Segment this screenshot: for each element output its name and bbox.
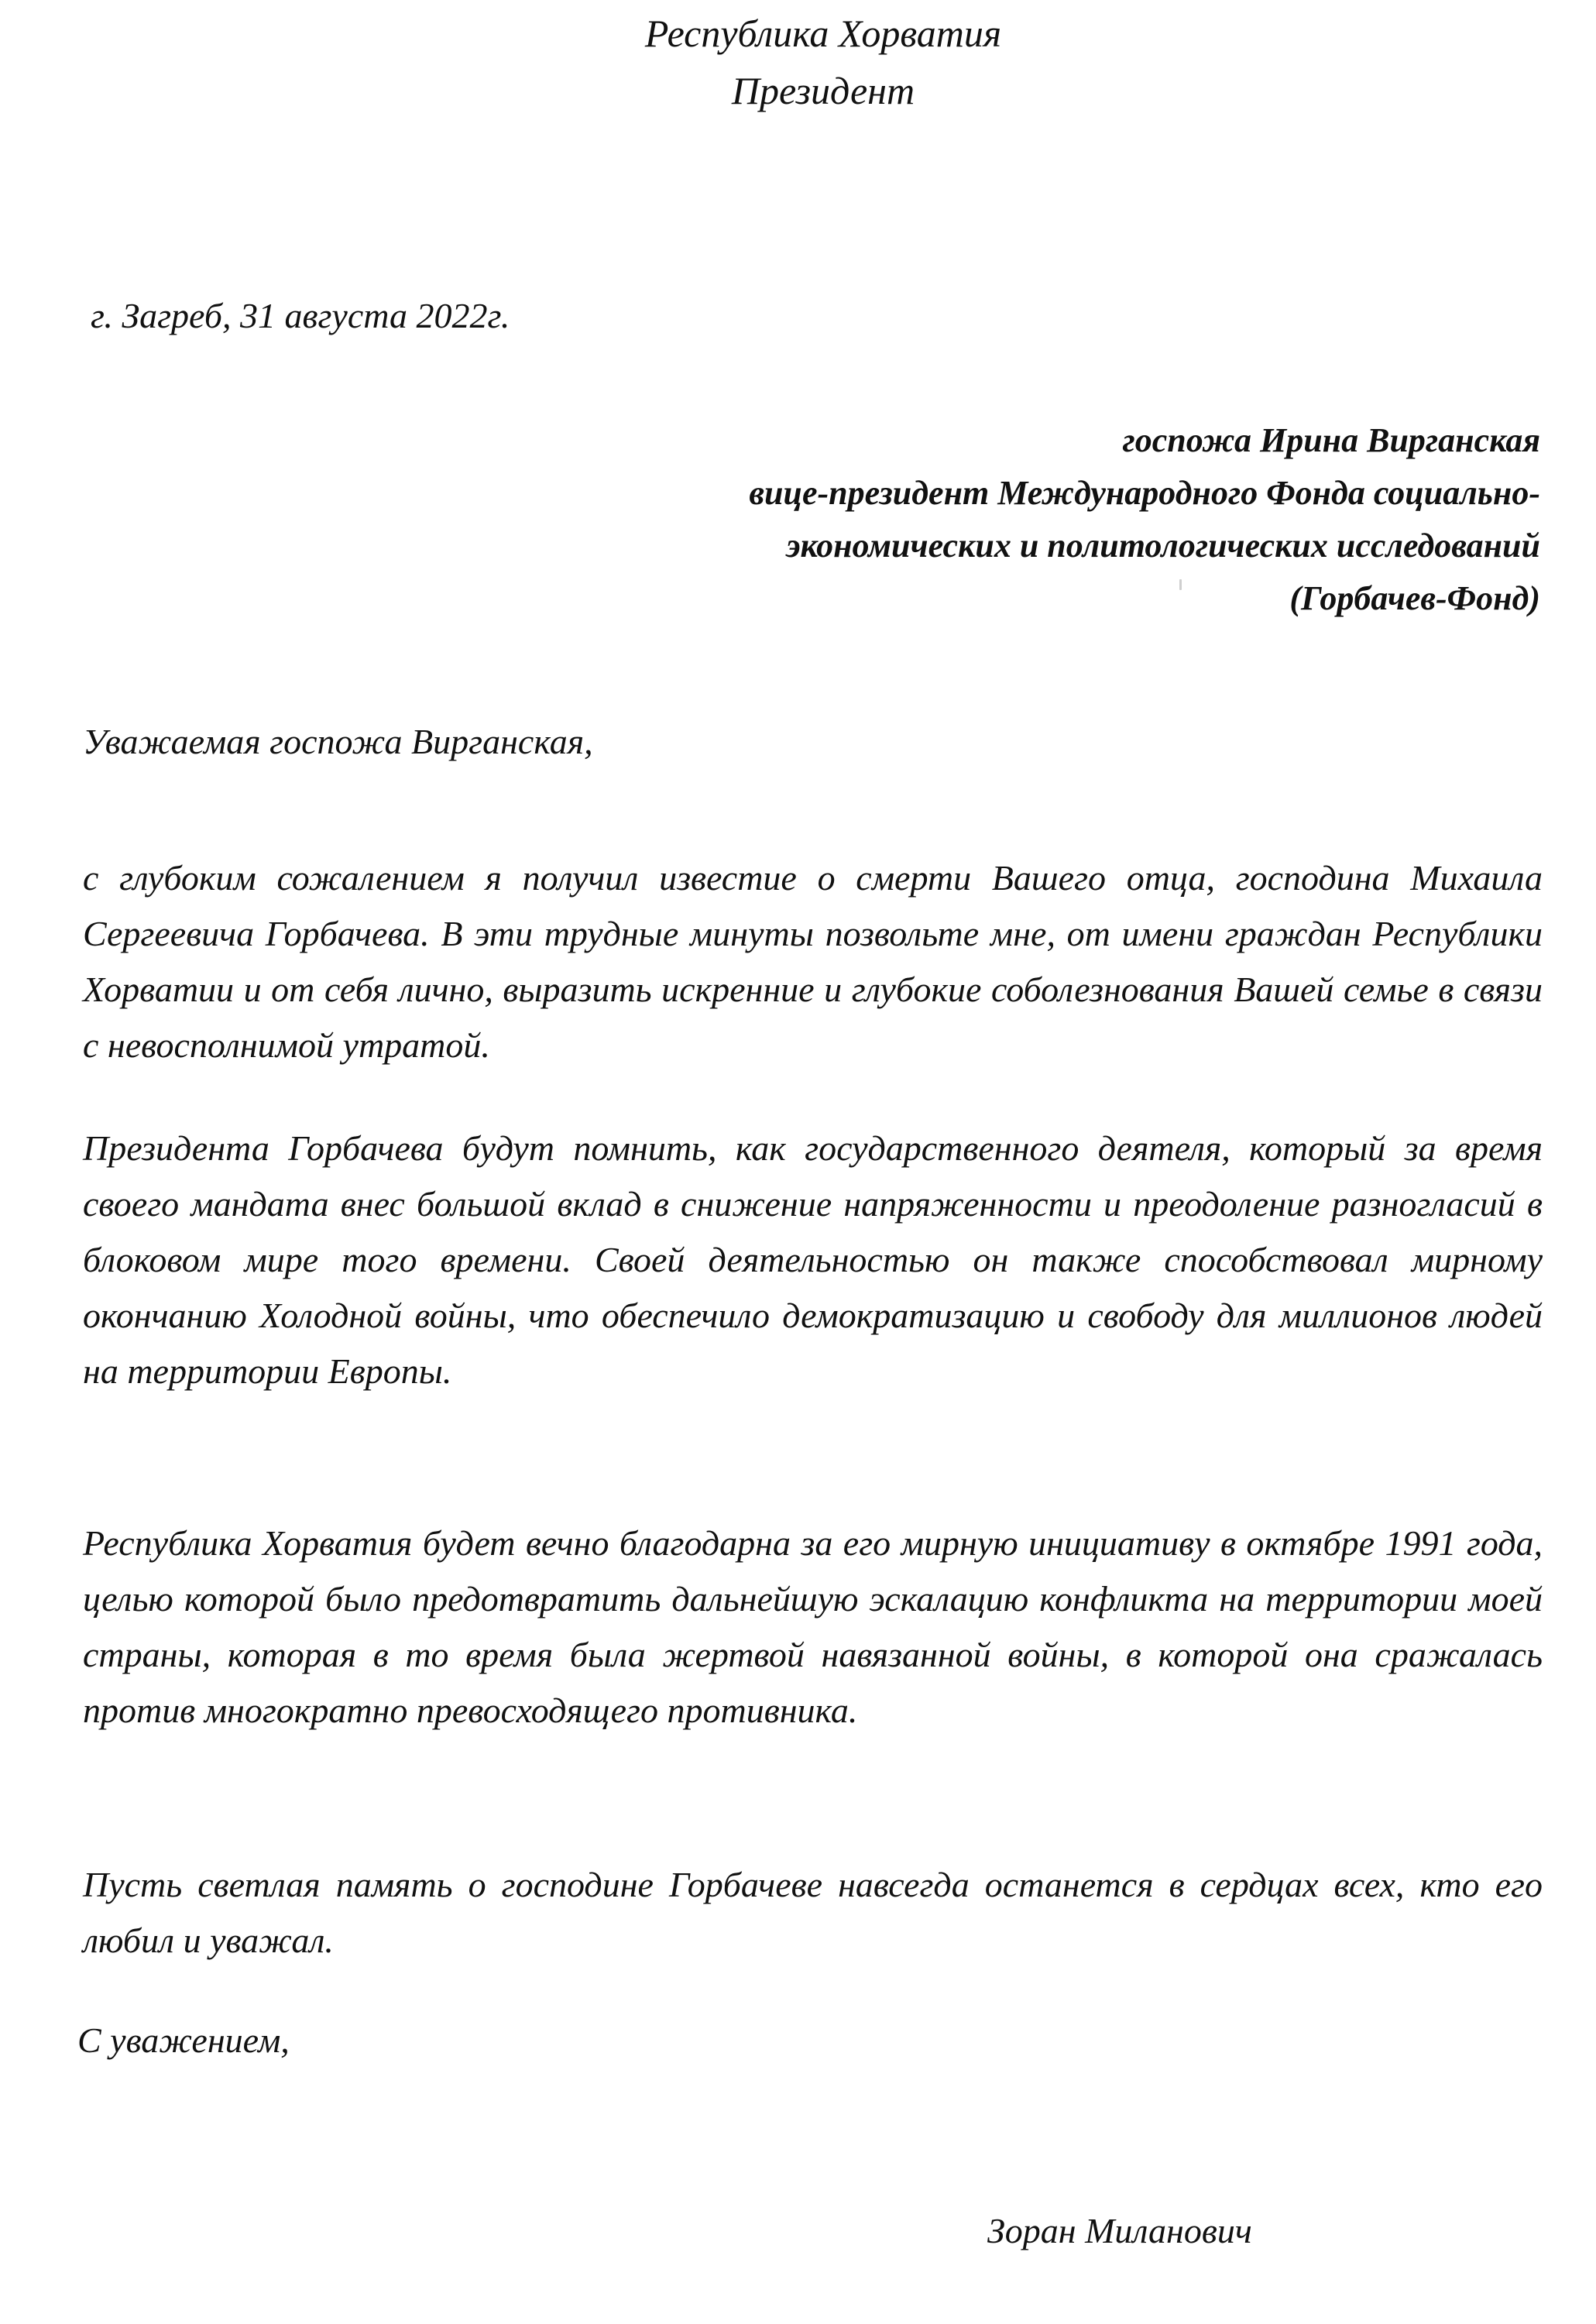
salutation: Уважаемая госпожа Вирганская, xyxy=(83,722,593,761)
body-paragraph: Пусть светлая память о господине Горбачеве навсегда останется в сердцах всех, кто его любил и уважал. xyxy=(83,1865,1543,1960)
body-paragraph: Республика Хорватия будет вечно благодарна за его мирную инициативу в октябре 1991 года, целью которой было предотвратить дальнейшую эскалацию конфликта на территории моей страны, которая в то время была жертвой навязанной войны, в которой она сражалась против многократно превосходящего противника. xyxy=(83,1523,1543,1730)
letterhead-office: Президент xyxy=(731,69,915,112)
scan-speck xyxy=(1179,579,1182,590)
addressee-block xyxy=(379,414,1540,625)
letterhead-country: Республика Хорватия xyxy=(644,12,1002,55)
addressee-title-line-1: вице-президент Международного Фонда социально- xyxy=(749,474,1540,512)
signatory-name: Зоран Миланович xyxy=(987,2211,1252,2250)
place-date: г. Загреб, 31 августа 2022г. xyxy=(91,296,510,335)
body-paragraph: с глубоким сожалением я получил известие о смерти Вашего отца, господина Михаила Сергеевича Горбачева. В эти трудные минуты позвольте мне, от имени граждан Республики Хорватии и от себя лично, выразить искренние и глубокие соболезнования Вашей семье в связи с невосполнимой утратой. xyxy=(83,858,1543,1065)
closing: С уважением, xyxy=(77,2020,290,2060)
addressee-name: госпожа Ирина Вирганская xyxy=(1122,421,1540,459)
addressee-organization: (Горбачев-Фонд) xyxy=(1289,579,1540,617)
addressee-title-line-2: экономических и политологических исследований xyxy=(786,527,1540,565)
body-paragraph: Президента Горбачева будут помнить, как государственного деятеля, который за время своего мандата внес большой вклад в снижение напряженности и преодоление разногласий в блоковом мире того времени. Своей деятельностью он также способствовал мирному окончанию Холодной войны, что обеспечило демократизацию и свободу для миллионов людей на территории Европы. xyxy=(83,1128,1543,1391)
